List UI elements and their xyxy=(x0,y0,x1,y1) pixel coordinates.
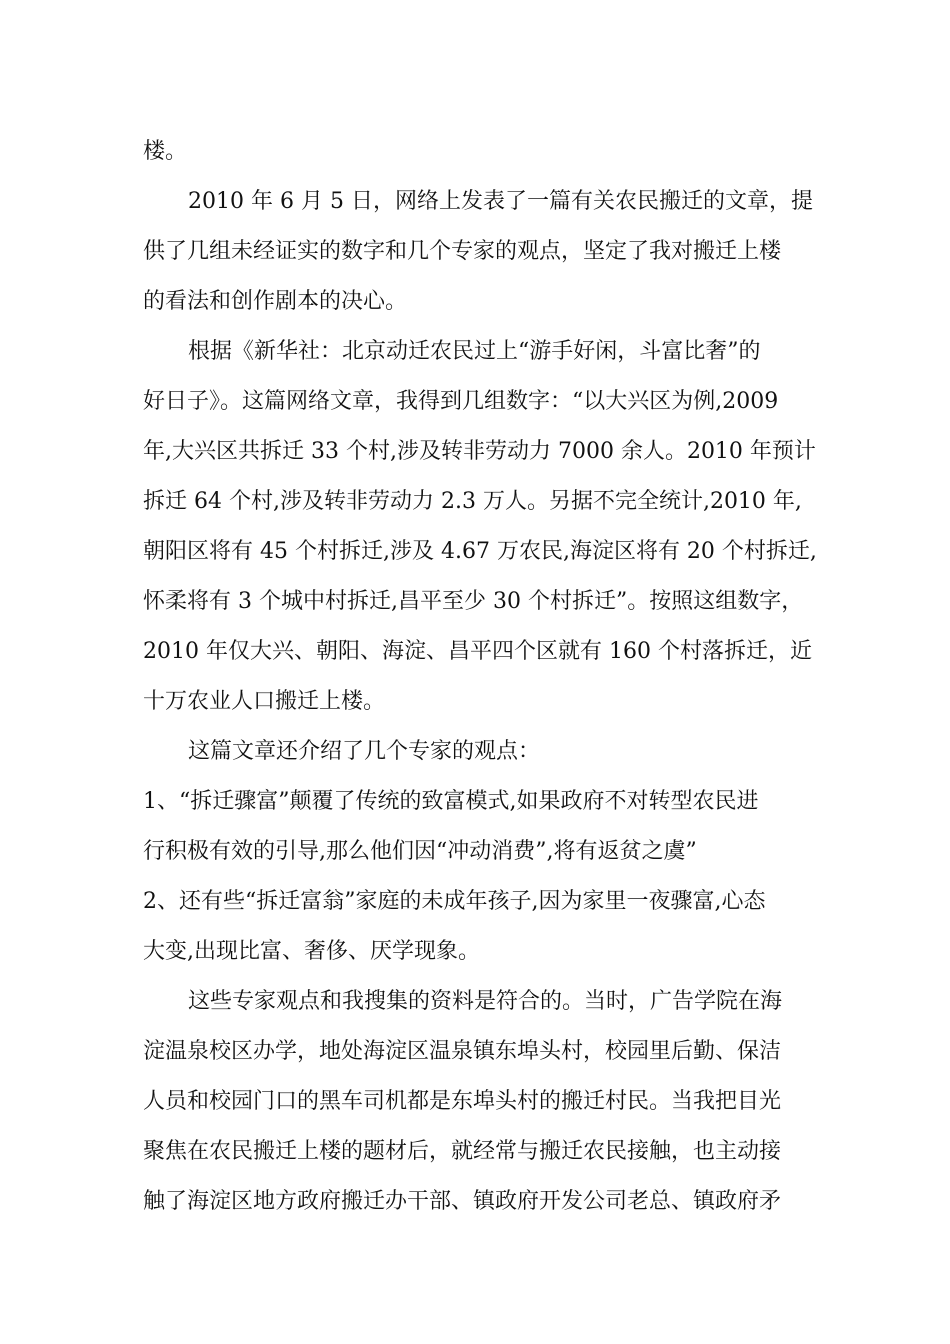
text-line: 好日子》。这篇网络文章，我得到几组数字：“以大兴区为例,2009 xyxy=(143,389,779,414)
text-line: 淀温泉校区办学，地处海淀区温泉镇东埠头村，校园里后勤、保洁 xyxy=(143,1039,782,1064)
text-line: 的看法和创作剧本的决心。 xyxy=(143,289,408,314)
text-line: 人员和校园门口的黑车司机都是东埠头村的搬迁村民。当我把目光 xyxy=(143,1089,782,1114)
text-line: 聚焦在农民搬迁上楼的题材后，就经常与搬迁农民接触，也主动接 xyxy=(143,1139,782,1164)
text-line: 十万农业人口搬迁上楼。 xyxy=(143,689,386,714)
paragraph-line: 2010 年 6 月 5 日，网络上发表了一篇有关农民搬迁的文章，提 xyxy=(188,189,813,214)
paragraph-line: 这篇文章还介绍了几个专家的观点： xyxy=(188,739,541,764)
text-line: 年,大兴区共拆迁 33 个村,涉及转非劳动力 7000 余人。2010 年预计 xyxy=(143,439,816,464)
paragraph-line: 这些专家观点和我搜集的资料是符合的。当时，广告学院在海 xyxy=(188,989,783,1014)
list-item-line: 大变,出现比富、奢侈、厌学现象。 xyxy=(143,939,480,964)
text-line: 2010 年仅大兴、朝阳、海淀、昌平四个区就有 160 个村落拆迁，近 xyxy=(143,639,812,664)
text-line: 怀柔将有 3 个城中村拆迁,昌平至少 30 个村拆迁”。按照这组数字， xyxy=(143,589,804,614)
text-line: 供了几组未经证实的数字和几个专家的观点，坚定了我对搬迁上楼 xyxy=(143,239,782,264)
text-line: 触了海淀区地方政府搬迁办干部、镇政府开发公司老总、镇政府矛 xyxy=(143,1189,782,1214)
list-item-line: 行积极有效的引导,那么他们因“冲动消费”,将有返贫之虞” xyxy=(143,839,697,864)
text-line: 楼。 xyxy=(143,139,188,164)
paragraph-line: 根据《新华社：北京动迁农民过上“游手好闲，斗富比奢”的 xyxy=(188,339,761,364)
list-item-line: 1、“拆迁骤富”颠覆了传统的致富模式,如果政府不对转型农民进 xyxy=(143,789,759,814)
text-line: 朝阳区将有 45 个村拆迁,涉及 4.67 万农民,海淀区将有 20 个村拆迁, xyxy=(143,539,817,564)
text-line: 拆迁 64 个村,涉及转非劳动力 2.3 万人。另据不完全统计,2010 年, xyxy=(143,489,802,514)
list-item-line: 2、还有些“拆迁富翁”家庭的未成年孩子,因为家里一夜骤富,心态 xyxy=(143,889,766,914)
